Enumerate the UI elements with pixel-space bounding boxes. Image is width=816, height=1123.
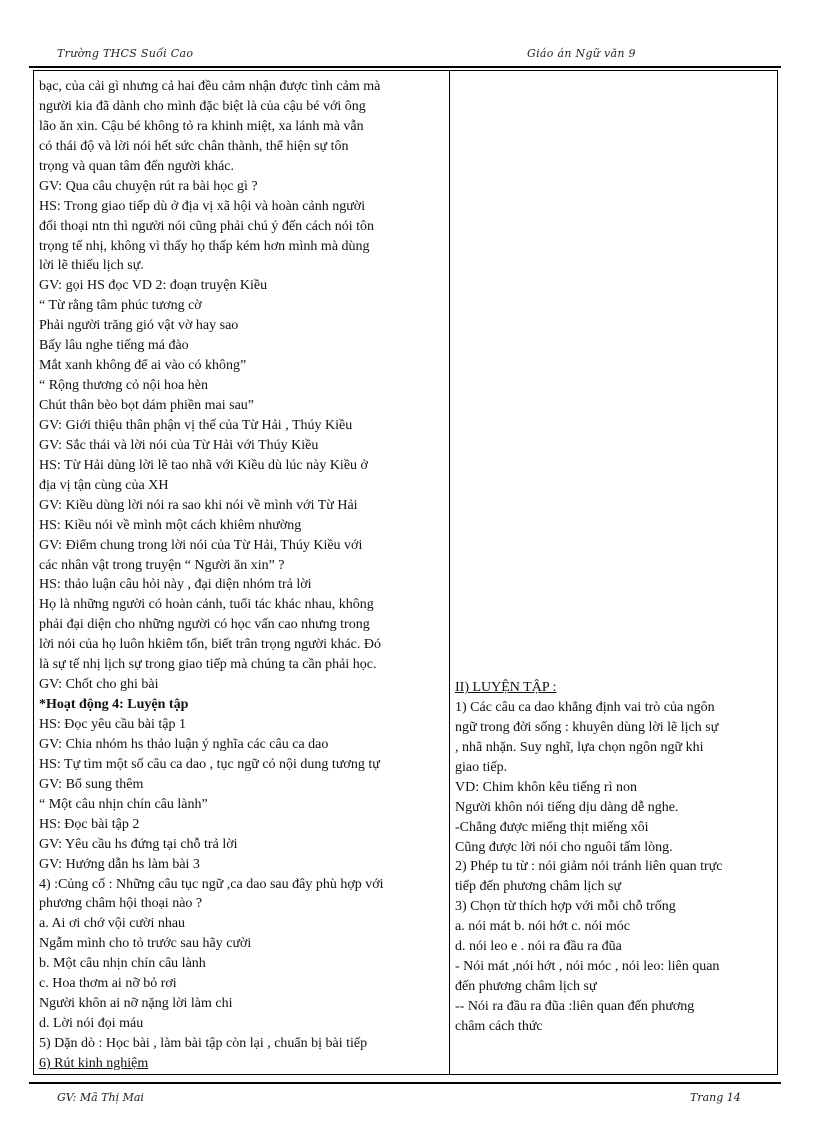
- text-line: GV: Bổ sung thêm: [39, 776, 144, 792]
- text-line: lời nói của họ luôn hkiêm tốn, biết trân trọng người khác. Đó: [39, 637, 382, 653]
- practice-heading: II) LUYỆN TẬP :: [455, 680, 557, 695]
- text-line: bạc, của cải gì nhưng cả hai đều cảm nhận được tình cảm mà: [39, 79, 381, 94]
- text-line: có thái độ và lời nói hết sức chân thành, thể hiện sự tôn: [39, 138, 349, 154]
- text-line: trọng tế nhị, không vì thấy họ thấp kém hơn mình mà dùng: [39, 238, 370, 254]
- footer-teacher: GV: Mã Thị Mai: [57, 1091, 144, 1104]
- text-line: Cũng được lời nói cho nguôi tấm lòng.: [455, 839, 673, 855]
- text-line: Người khôn nói tiếng dịu dàng dễ nghe.: [455, 799, 679, 815]
- text-line: GV: Giới thiệu thân phận vị thế của Từ Hải , Thúy Kiều: [39, 417, 353, 433]
- text-line: đối thoại ntn thì người nói cũng phải chú ý đến cách nói tôn: [39, 218, 374, 234]
- experience-line: 6) Rút kinh nghiệm: [39, 1055, 149, 1071]
- text-line: -- Nói ra đầu ra đũa :liên quan đến phương: [455, 999, 695, 1014]
- text-line: -Chẳng được miếng thịt miếng xôi: [455, 819, 649, 835]
- text-line: GV: Chốt cho ghi bài: [39, 677, 159, 693]
- text-line: a. nói mát b. nói hớt c. nói móc: [455, 919, 630, 935]
- text-line: “ Từ rằng tâm phúc tương cờ: [39, 298, 202, 314]
- text-line: d. nói leo e . nói ra đầu ra đũa: [455, 939, 622, 955]
- header-subject: Giáo án Ngữ văn 9: [527, 47, 636, 60]
- text-line: HS: Đọc bài tập 2: [39, 816, 140, 832]
- header-rule: [29, 66, 781, 68]
- header-school: Trường THCS Suối Cao: [57, 47, 194, 60]
- text-line: giao tiếp.: [455, 759, 508, 775]
- text-line: “ Rộng thương cỏ nội hoa hèn: [39, 378, 208, 394]
- activity-heading: *Hoạt động 4: Luyện tập: [39, 697, 189, 713]
- text-line: “ Một câu nhịn chín câu lành”: [39, 796, 208, 812]
- text-line: c. Hoa thơm ai nỡ bỏ rơi: [39, 976, 177, 992]
- text-line: trọng và quan tâm đến người khác.: [39, 158, 234, 174]
- text-line: địa vị tận cùng của XH: [39, 477, 169, 493]
- text-line: GV: gọi HS đọc VD 2: đoạn truyện Kiều: [39, 278, 268, 294]
- text-line: lời lẽ thiếu lịch sự.: [39, 258, 144, 274]
- text-line: HS: Tự tìm một số câu ca dao , tục ngữ có nội dung tương tự: [39, 756, 380, 772]
- text-line: người kia đã dành cho mình đặc biệt là của cậu bé với ông: [39, 98, 366, 114]
- text-line: Chút thân bèo bọt dám phiền mai sau”: [39, 398, 255, 413]
- consolidation-heading: 4) :Củng cố : Những câu tục ngữ ,ca dao sau đây phù hợp với: [39, 876, 384, 892]
- text-line: HS: Trong giao tiếp dù ở địa vị xã hội và hoàn cảnh người: [39, 198, 366, 214]
- text-line: GV: Yêu cầu hs đứng tại chỗ trả lời: [39, 836, 238, 852]
- text-line: lão ăn xin. Cậu bé không tỏ ra khinh miệt, xa lánh mà vẫn: [39, 118, 364, 134]
- text-line: ngữ trong đời sống : khuyên dùng lời lẽ lịch sự: [455, 719, 719, 735]
- text-line: tiếp đến phương châm lịch sự: [455, 879, 622, 895]
- text-line: GV: Chia nhóm hs thảo luận ý nghĩa các câu ca dao: [39, 736, 329, 752]
- text-line: Ngẫm mình cho tỏ trước sau hãy cười: [39, 936, 252, 952]
- text-line: phải đại diện cho những người có học vấn cao nhưng trong: [39, 617, 370, 633]
- text-line: là sự tế nhị lịch sự trong giao tiếp mà chúng ta cần phải học.: [39, 657, 377, 673]
- footer-page-number: Trang 14: [690, 1091, 741, 1104]
- text-line: Phải người trăng gió vật vờ hay sao: [39, 318, 239, 334]
- text-line: VD: Chim khôn kêu tiếng rì non: [455, 779, 637, 795]
- text-line: HS: Đọc yêu cầu bài tập 1: [39, 717, 186, 732]
- text-line: GV: Sắc thái và lời nói của Từ Hải với Thúy Kiều: [39, 437, 319, 453]
- text-line: Họ là những người có hoàn cảnh, tuổi tác khác nhau, không: [39, 597, 374, 613]
- text-line: Bấy lâu nghe tiếng má đào: [39, 338, 189, 354]
- text-line: 1) Các câu ca dao khẳng định vai trò của ngôn: [455, 699, 715, 715]
- lesson-content-column: [455, 678, 773, 1037]
- footer-rule: [29, 1082, 781, 1084]
- text-line: , nhã nhặn. Suy nghĩ, lựa chọn ngôn ngữ khi: [455, 739, 704, 755]
- text-line: phương châm hội thoại nào ?: [39, 896, 203, 912]
- text-line: châm cách thức: [455, 1018, 543, 1034]
- text-line: Người khôn ai nỡ nặng lời làm chi: [39, 996, 233, 1012]
- teaching-activities-column: [39, 77, 447, 1074]
- text-line: HS: thảo luận câu hỏi này , đại diện nhóm trả lời: [39, 577, 312, 593]
- homework-line: 5) Dặn dò : Học bài , làm bài tập còn lại , chuẩn bị bài tiếp: [39, 1036, 368, 1051]
- text-line: Mắt xanh không để ai vào có không”: [39, 358, 247, 374]
- text-line: GV: Qua câu chuyện rút ra bài học gì ?: [39, 178, 258, 194]
- text-line: b. Một câu nhịn chín câu lành: [39, 956, 206, 972]
- text-line: 3) Chọn từ thích hợp với mỗi chỗ trống: [455, 899, 676, 915]
- text-line: HS: Kiều nói về mình một cách khiêm nhường: [39, 517, 302, 533]
- text-line: - Nói mát ,nói hớt , nói móc , nói leo: liên quan: [455, 959, 720, 975]
- text-line: d. Lời nói đọi máu: [39, 1016, 144, 1032]
- text-line: đến phương châm lịch sự: [455, 979, 597, 995]
- text-line: GV: Hướng dẫn hs làm bài 3: [39, 856, 200, 872]
- text-line: GV: Kiều dùng lời nói ra sao khi nói về mình với Từ Hải: [39, 497, 358, 513]
- text-line: a. Ai ơi chớ vội cười nhau: [39, 916, 186, 932]
- text-line: GV: Điểm chung trong lời nói của Từ Hải, Thúy Kiều với: [39, 537, 363, 553]
- text-line: HS: Từ Hải dùng lời lẽ tao nhã với Kiều dù lúc này Kiều ở: [39, 457, 368, 473]
- text-line: các nhân vật trong truyện “ Người ăn xin” ?: [39, 557, 285, 573]
- lesson-table: [33, 70, 778, 1075]
- text-line: 2) Phép tu từ : nói giảm nói tránh liên quan trực: [455, 859, 723, 875]
- column-divider: [449, 71, 450, 1074]
